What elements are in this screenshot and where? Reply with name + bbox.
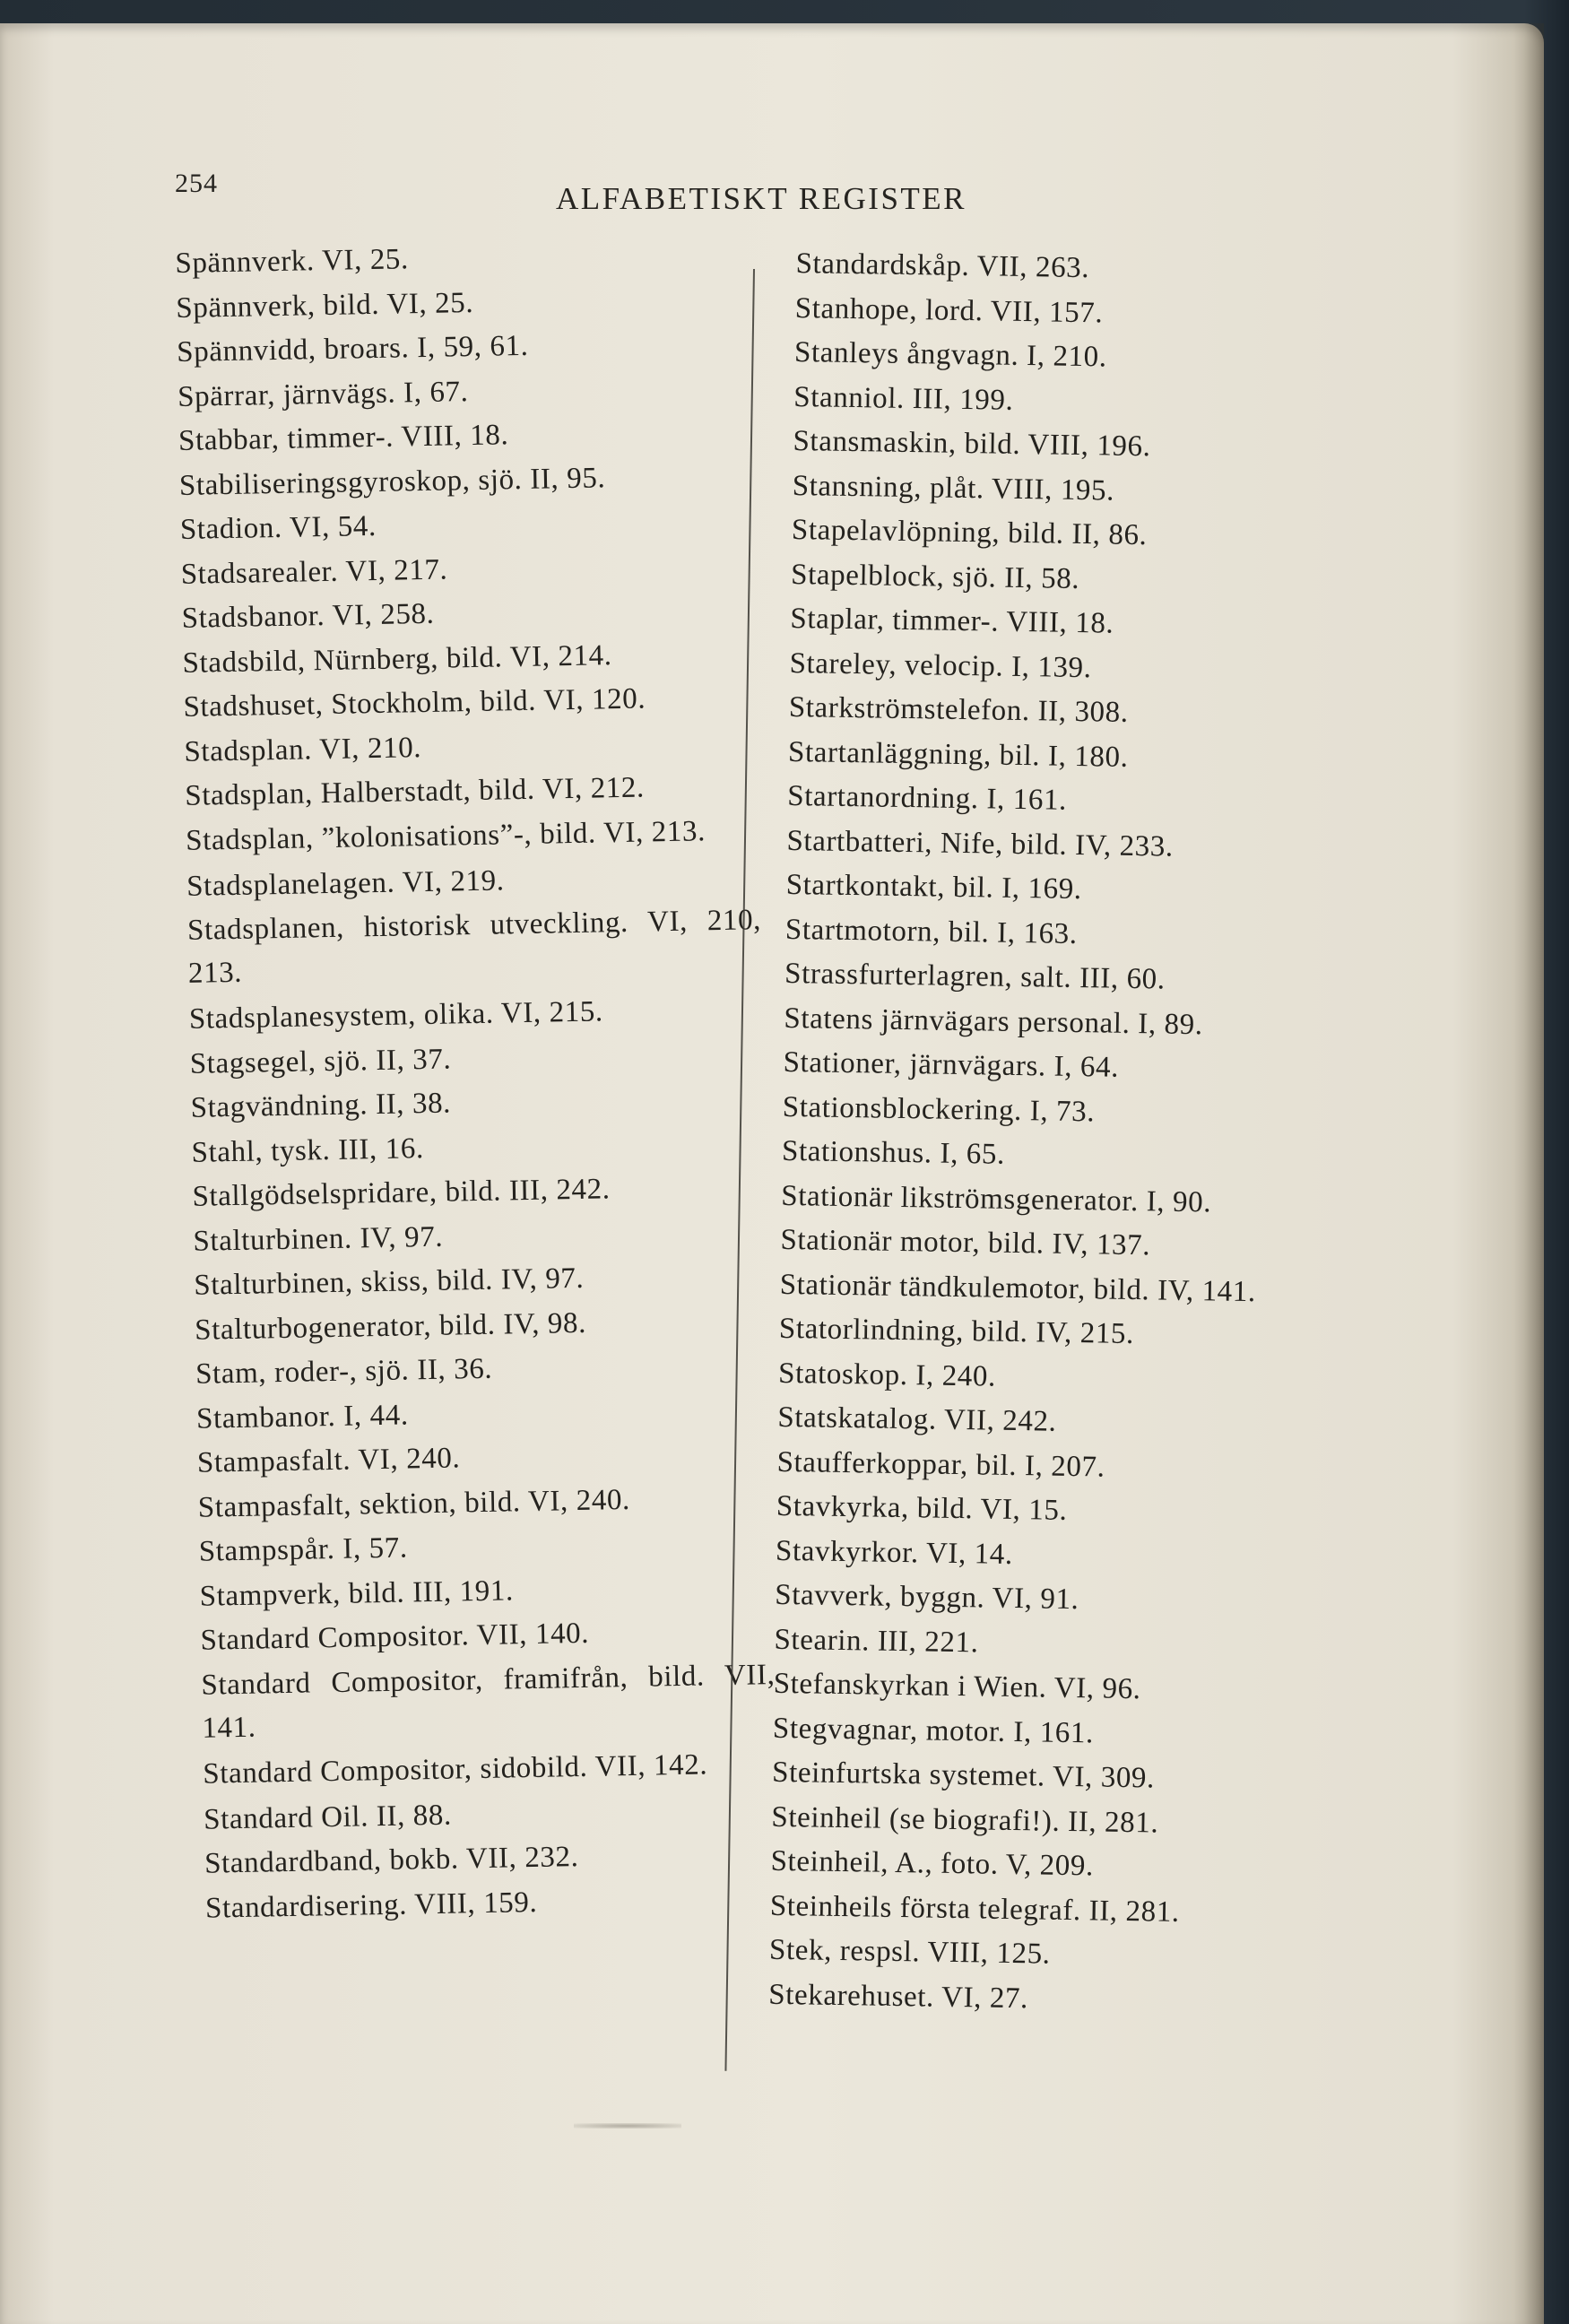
index-entry: Stadsplanesystem, olika. VI, 215. — [188, 995, 604, 1036]
index-entry: Spännvidd, broars. I, 59, 61. — [176, 329, 529, 369]
index-entry: Stearin. III, 221. — [774, 1623, 979, 1659]
index-entry: Stanleys ångvagn. I, 210. — [793, 335, 1107, 374]
index-entry: Stallgödselspridare, bild. III, 242. — [192, 1173, 611, 1213]
index-entry: Stekarehuset. VI, 27. — [768, 1978, 1029, 2015]
index-entry: Stadsplan. VI, 210. — [184, 731, 422, 768]
index-entry: Stadsbild, Nürnberg, bild. VI, 214. — [182, 638, 612, 680]
index-entry: Stationsblockering. I, 73. — [782, 1090, 1096, 1128]
index-entry: Stadsplan, Halberstadt, bild. VI, 212. — [184, 771, 646, 812]
index-entry: Staplar, timmer-. VIII, 18. — [790, 602, 1114, 640]
index-entry: Stagvändning. II, 38. — [190, 1087, 452, 1124]
index-entry: Stavverk, byggn. VI, 91. — [775, 1578, 1079, 1617]
index-entry: Stambanor. I, 44. — [195, 1398, 409, 1435]
index-entry: Stadsplanen, historisk utveckling. VI, 210, 213. — [186, 904, 762, 990]
index-entry: Stareley, velocip. I, 139. — [789, 646, 1092, 684]
page-number: 254 — [175, 169, 218, 198]
index-entry: Stabiliseringsgyroskop, sjö. II, 95. — [178, 461, 606, 502]
index-entry: Stefanskyrkan i Wien. VI, 96. — [773, 1667, 1141, 1706]
index-entry: Statskatalog. VII, 242. — [777, 1400, 1057, 1438]
index-column-right — [768, 242, 1272, 2025]
index-entry: Stagsegel, sjö. II, 37. — [189, 1043, 452, 1080]
index-entry: Standard Compositor. VII, 140. — [200, 1617, 590, 1657]
index-entry: Stansmaskin, bild. VIII, 196. — [793, 424, 1151, 464]
index-entry: Stam, roder-, sjö. II, 36. — [195, 1352, 493, 1391]
index-entry: Steinheil, A., foto. V, 209. — [770, 1844, 1095, 1883]
index-entry: Standard Compositor, framifrån, bild. VII, 141. — [201, 1658, 776, 1745]
index-entry: Stabbar, timmer-. VIII, 18. — [178, 419, 509, 457]
index-entry: Stanhope, lord. VII, 157. — [794, 291, 1104, 329]
page-gutter-shadow — [1513, 23, 1544, 2324]
index-entry: Stalturbinen. IV, 97. — [193, 1220, 444, 1258]
index-entry: Starkströmstelefon. II, 308. — [788, 690, 1129, 729]
index-entry: Stalturbogenerator, bild. IV, 98. — [194, 1306, 587, 1347]
index-entry: Stavkyrka, bild. VI, 15. — [776, 1489, 1068, 1527]
index-entry: Spännverk, bild. VI, 25. — [176, 286, 474, 325]
index-entry: Stationär motor, bild. IV, 137. — [780, 1223, 1151, 1262]
index-entry: Startanordning. I, 161. — [787, 779, 1068, 817]
index-entry: Stapelblock, sjö. II, 58. — [790, 558, 1080, 595]
index-entry: Stalturbinen, skiss, bild. IV, 97. — [194, 1262, 585, 1302]
index-entry: Statoskop. I, 240. — [777, 1357, 997, 1393]
index-entry: Steinheil (se biografi!). II, 281. — [771, 1800, 1159, 1840]
index-entry: Stadshuset, Stockholm, bild. VI, 120. — [183, 682, 646, 724]
index-entry: Stek, respsl. VIII, 125. — [768, 1933, 1051, 1971]
index-entry: Stadsplan, ”kolonisations”-, bild. VI, 213. — [185, 814, 706, 857]
index-entry: Spännverk. VI, 25. — [175, 243, 410, 280]
index-entry: Standard Oil. II, 88. — [203, 1799, 453, 1836]
index-entry: Startkontakt, bil. I, 169. — [785, 868, 1082, 906]
index-entry: Stahl, tysk. III, 16. — [191, 1132, 425, 1169]
running-title: ALFABETISKT REGISTER — [556, 181, 967, 216]
index-entry: Statorlindning, bild. IV, 215. — [778, 1312, 1135, 1351]
index-entry: Stavkyrkor. VI, 14. — [775, 1534, 1014, 1571]
index-entry: Stationer, järnvägars. I, 64. — [783, 1045, 1120, 1084]
index-entry: Startmotorn, bil. I, 163. — [784, 913, 1078, 950]
index-entry: Stegvagnar, motor. I, 161. — [772, 1712, 1095, 1749]
index-entry: Spärrar, järnvägs. I, 67. — [177, 375, 469, 413]
index-entry: Stampasfalt. VI, 240. — [196, 1442, 461, 1479]
index-entry: Strassfurterlagren, salt. III, 60. — [784, 957, 1166, 996]
index-entry: Stadion. VI, 54. — [179, 509, 377, 546]
index-column-left — [175, 231, 779, 1930]
index-entry: Stampasfalt, sektion, bild. VI, 240. — [197, 1483, 631, 1524]
index-entry: Stampverk, bild. III, 191. — [199, 1574, 515, 1613]
index-entry: Standardskåp. VII, 263. — [795, 247, 1090, 285]
index-entry: Statens järnvägars personal. I, 89. — [784, 1002, 1203, 1041]
index-entry: Stadsplanelagen. VI, 219. — [186, 863, 505, 903]
index-entry: Stapelavlöpning, bild. II, 86. — [791, 513, 1148, 552]
index-entry: Startbatteri, Nife, bild. IV, 233. — [786, 824, 1175, 863]
index-entry: Steinfurtska systemet. VI, 309. — [771, 1756, 1156, 1795]
index-entry: Stampspår. I, 57. — [198, 1531, 409, 1568]
index-entry: Standardband, bokb. VII, 232. — [204, 1841, 579, 1880]
index-entry: Stansning, plåt. VIII, 195. — [792, 469, 1115, 507]
index-entry: Staufferkoppar, bil. I, 207. — [776, 1445, 1105, 1484]
index-entry: Startanläggning, bil. I, 180. — [787, 735, 1129, 774]
index-entry: Steinheils första telegraf. II, 281. — [769, 1889, 1180, 1929]
page-smudge — [574, 2123, 681, 2129]
index-entry: Stadsbanor. VI, 258. — [181, 597, 435, 635]
index-entry: Stationär likströmsgenerator. I, 90. — [781, 1179, 1212, 1218]
index-entry: Standardisering. VIII, 159. — [204, 1886, 538, 1925]
index-entry: Stadsarealer. VI, 217. — [180, 552, 448, 591]
index-entry: Stationshus. I, 65. — [781, 1134, 1006, 1171]
index-entry: Standard Compositor, sidobild. VII, 142. — [202, 1747, 708, 1791]
index-entry: Stanniol. III, 199. — [793, 380, 1014, 417]
index-entry: Stationär tändkulemotor, bild. IV, 141. — [779, 1268, 1257, 1308]
